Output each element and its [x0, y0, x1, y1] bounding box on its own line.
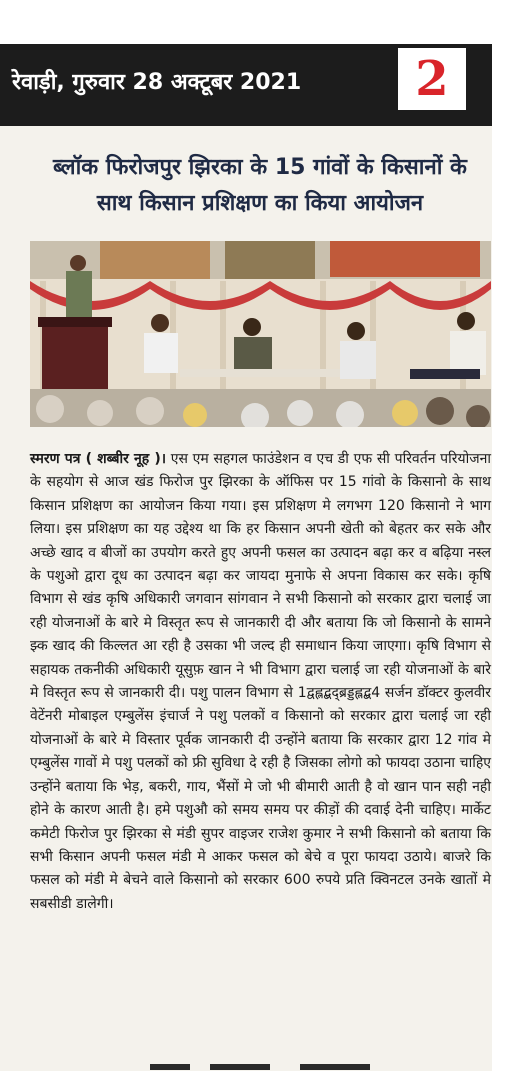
- article-text: एस एम सहगल फाउंडेशन व एच डी एफ सी परिवर्तन परियोजना के सहयोग से आज खंड फिरोज पुर झिरका के ऑफिस पर 15 गांवो के किसानो के साथ किसान प्रशिक्षण का आयोजन किया गया। इस प्रशिक्षण मे लगभग 120 किसानो ने भाग लिया। इस प्रशिक्षण का यह उद्देश्य था कि हर किसान अपनी खेती को बेहतर कर सके और अच्छे खाद व बीजों का उपयोग करते हुए अपनी फसल का उत्पादन बढ़ा कर व बढ़िया नस्ल के पशुओ द्वारा दूध का उत्पादन बढ़ा कर जायदा मुनाफे से अपना विकास कर सके। कृषि विभाग से खंड कृषि अधिकारी जगवान सांगवान ने सभी किसानो को सरकार द्वारा चलाई जा रही योजनाओं के बारे मे विस्तृत रूप से जानकारी दी और बताया कि जो किसानो के सामने झ्क खाद की किल्लत आ रही है उसका भी जल्द ही समाधान किया जाएगा। कृषि विभाग से सहायक तकनीकी अधिकारी यूसुफ़ खान ने भी विभाग द्वारा चलाई जा रही योजनाओं के बारे मे विस्तृत रूप से जानकारी दी। पशु पालन विभाग से 1द्वह्लद्बद्ब्रड्डह्लद्ब4 सर्जन डॉक्टर कुलवीर वेटेंनरी मोबाइल एम्बुलेंस इंचार्ज ने पशु पलकों व किसानो को सरकार द्वारा चलाई जा रही योजनाओं के बारे मे विस्तार पूर्वक जानकारी दी उन्होंने बताया कि सरकार द्वारा 12 गांव मे एम्बुलेंस गावों मे पशु पलकों को फ्री सुविधा दे रही है जिसका लोगो को फायदा उठाना चाहिए उन्होंने बताया कि भेड़, बकरी, गाय, भैंसों मे जो भी बीमारी आती है वो खान पान सही नही होने के कारण आती है। हमे पशुऔ को समय समय पर कीड़ों की दवाई देनी चाहिए। मार्केट कमेटी फिरोज पुर झिरका से मंडी सुपर वाइजर राजेश कुमार ने सभी किसानो को बताया कि सभी किसान अपनी फसल मंडी मे आकर फसल को बेचे व पूरा फायदा उठाये। बाजरे कि फसल को मंडी मे बेचने वाले किसानो को सरकार 600 रुपये प्रति क्विनटल उनके खातों मे सबसीडी डालेगी।: [30, 451, 491, 912]
- article-byline: स्मरण पत्र ( शब्बीर नूह )।: [30, 451, 167, 467]
- photo-training-event: [30, 241, 491, 427]
- top-margin: [0, 0, 524, 44]
- page-number: 2: [415, 51, 449, 107]
- right-margin: [492, 44, 524, 1071]
- headline: [24, 150, 496, 222]
- headline-line-1: ब्लॉक फिरोजपुर झिरका के 15 गांवों के किसानों के: [53, 155, 467, 180]
- page-number-box: [396, 46, 468, 112]
- news-photo: [30, 241, 491, 427]
- next-headline-cutoff: [30, 1060, 491, 1071]
- cutoff-glyph: [210, 1064, 270, 1070]
- headline-line-2: साथ किसान प्रशिक्षण का किया आयोजन: [96, 191, 424, 216]
- article-body: [30, 448, 491, 916]
- cutoff-glyph: [150, 1064, 190, 1070]
- cutoff-glyph: [300, 1064, 370, 1070]
- dateline: रेवाड़ी, गुरुवार 28 अक्टूबर 2021: [12, 70, 302, 95]
